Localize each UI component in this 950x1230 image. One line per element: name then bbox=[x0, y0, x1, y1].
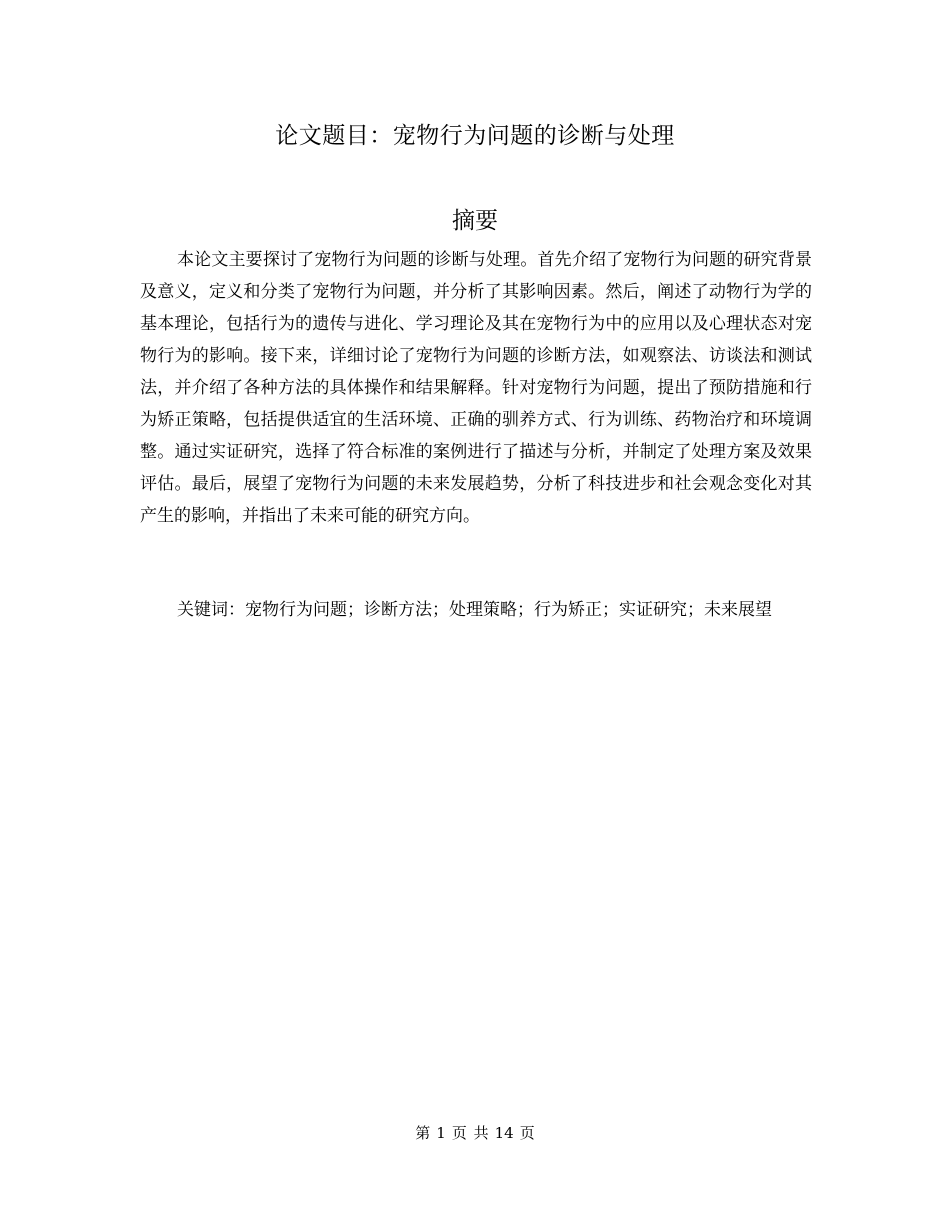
footer-middle: 页 共 bbox=[451, 1124, 489, 1142]
footer-suffix: 页 bbox=[519, 1124, 535, 1142]
paper-title: 论文题目：宠物行为问题的诊断与处理 bbox=[275, 123, 675, 149]
footer-current-page: 1 bbox=[436, 1124, 446, 1142]
footer-total-pages: 14 bbox=[494, 1124, 514, 1142]
footer-prefix: 第 bbox=[415, 1124, 431, 1142]
abstract-body: 本论文主要探讨了宠物行为问题的诊断与处理。首先介绍了宠物行为问题的研究背景及意义，定义和分类了宠物行为问题，并分析了其影响因素。然后，阐述了动物行为学的基本理论，包括行为的遗传与进化、学习理论及其在宠物行为中的应用以及心理状态对宠物行为的影响。接下来，详细讨论了宠物行为问题的诊断方法，如观察法、访谈法和测试法，并介绍了各种方法的具体操作和结果解释。针对宠物行为问题，提出了预防措施和行为矫正策略，包括提供适宜的生活环境、正确的驯养方式、行为训练、药物治疗和环境调整。通过实证研究，选择了符合标准的案例进行了描述与分析，并制定了处理方案及效果评估。最后，展望了宠物行为问题的未来发展趋势，分析了科技进步和社会观念变化对其产生的影响，并指出了未来可能的研究方向。 bbox=[140, 250, 812, 526]
abstract-heading: 摘要 bbox=[452, 208, 498, 234]
page-footer bbox=[0, 1122, 950, 1144]
keywords: 关键词：宠物行为问题；诊断方法；处理策略；行为矫正；实证研究；未来展望 bbox=[177, 600, 772, 620]
